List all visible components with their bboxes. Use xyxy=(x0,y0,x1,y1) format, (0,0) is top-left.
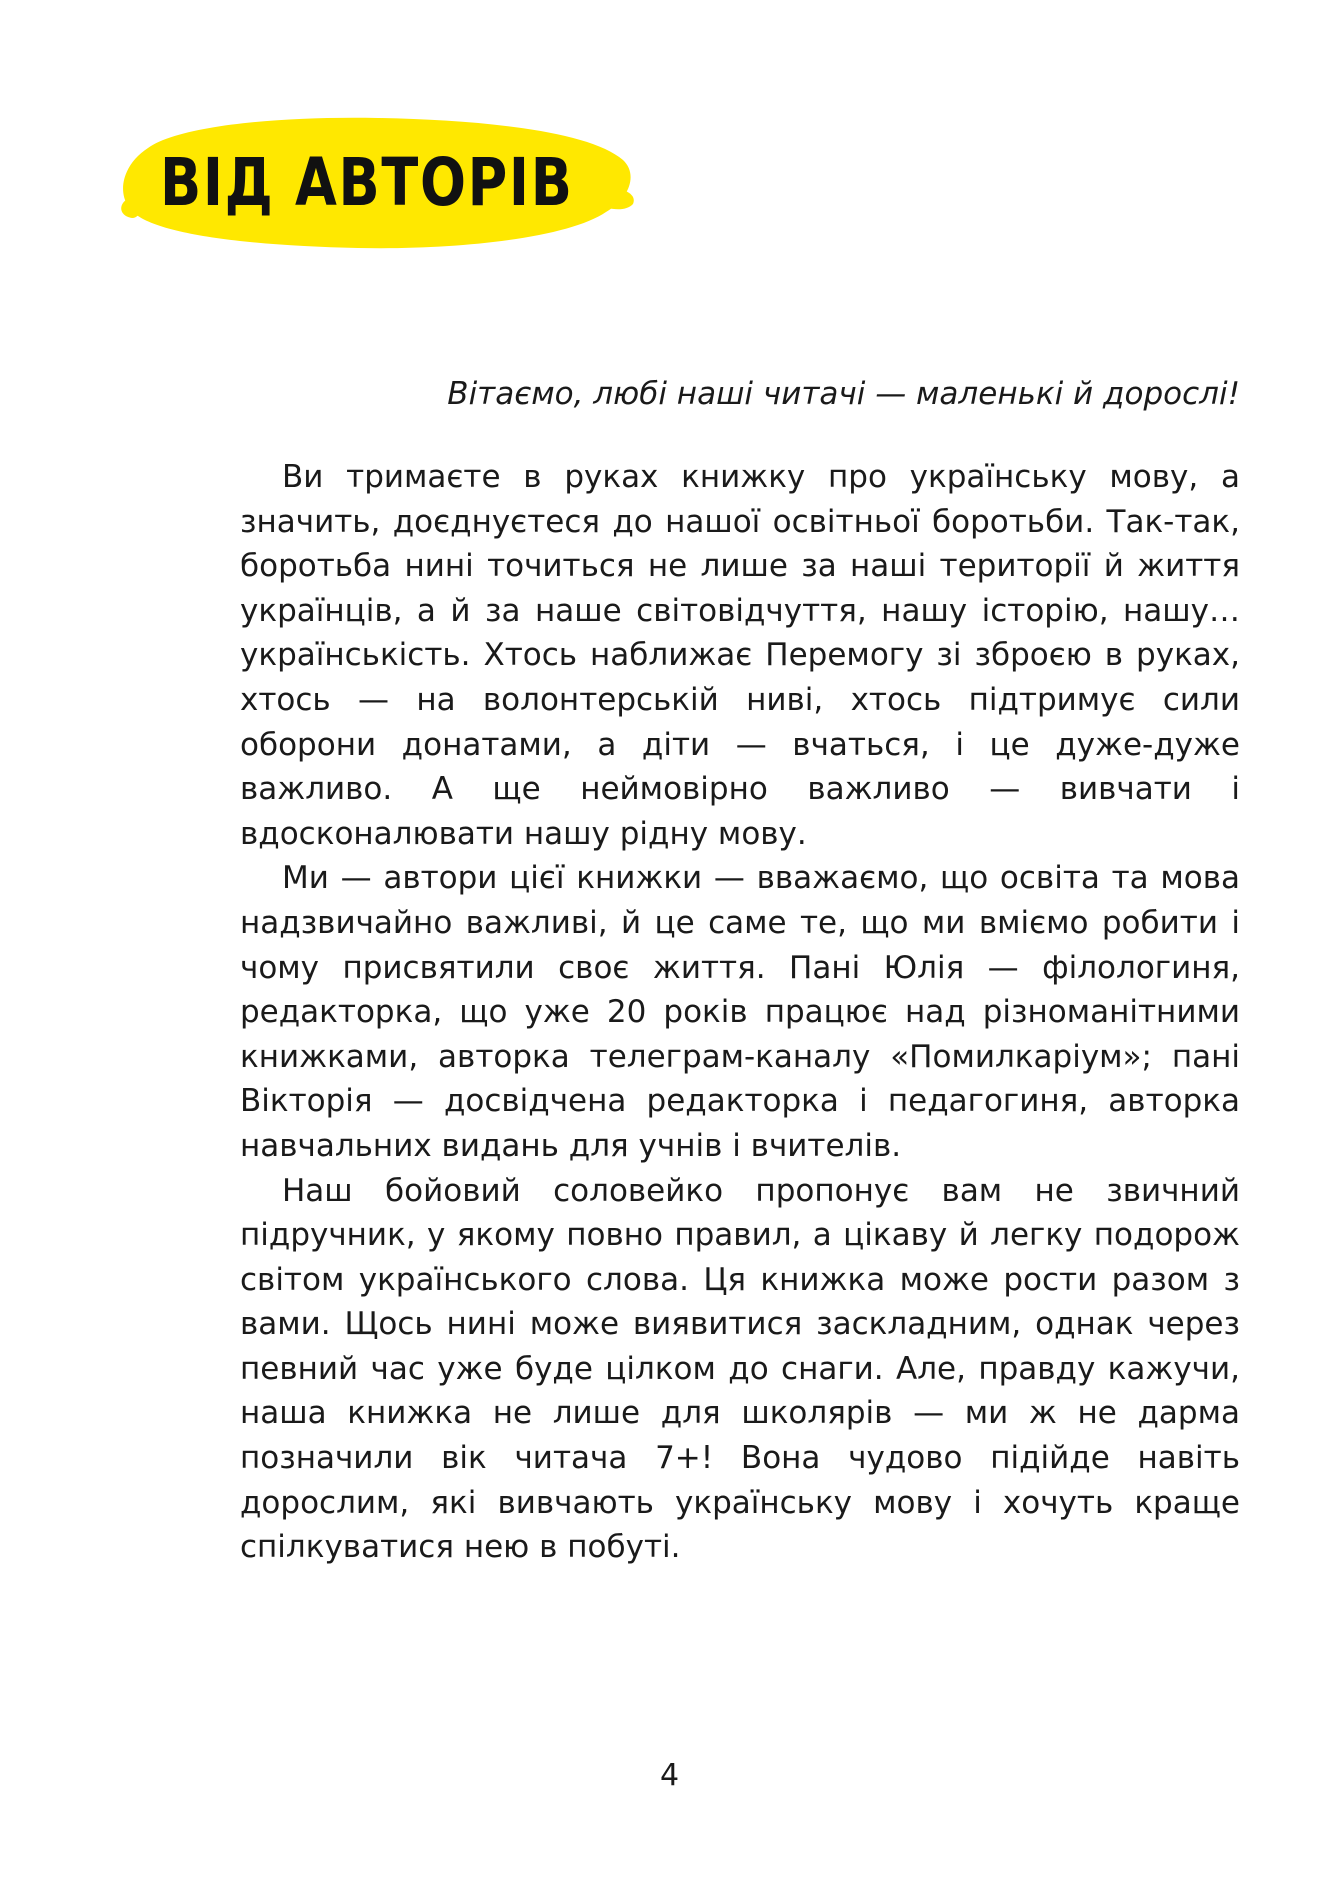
page-number: 4 xyxy=(659,1758,680,1793)
body-text xyxy=(240,455,1240,1570)
page-title: ВІД АВТОРІВ xyxy=(160,144,574,221)
paragraph-1: Ви тримаєте в руках книжку про українську мову, а значить, доєднуєтеся до нашої освітньої боротьби. Так-так, боротьба нині точиться не лише за наші території й життя українців, а й за наше світовідчуття, нашу історію, нашу… українськість. Хтось наближає Перемогу зі зброєю в руках, хтось — на волонтерській ниві, хтось підтримує сили оборони донатами, а діти — вчаться, і це дуже-дуже важливо. А ще неймовірно важливо — вивчати і вдосконалювати нашу рідну мову. xyxy=(240,459,1240,852)
paragraph-3: Наш бойовий соловейко пропонує вам не звичний підручник, у якому повно правил, а цікаву й легку подорож світом українського слова. Ця книжка може рости разом з вами. Щось нині може виявитися заскладним, однак через певний час уже буде цілком до снаги. Але, правду кажучи, наша книжка не лише для школярів — ми ж не дарма позначили вік читача 7+! Вона чудово підійде навіть дорослим, які вивчають українську мову і хочуть краще спілкуватися нею в побуті. xyxy=(240,1172,1240,1566)
section-heading xyxy=(118,108,638,258)
paragraph-2: Ми — автори цієї книжки — вважаємо, що освіта та мова надзвичайно важливі, й це саме те, що ми вміємо робити і чому присвятили своє життя. Пані Юлія — філологиня, редакторка, що уже 20 років працює над різноманітними книжками, авторка телеграм-каналу «Помилкаріум»; пані Вікторія — досвідчена редакторка і педагогиня, авторка навчальних видань для учнів і вчителів. xyxy=(240,860,1240,1164)
greeting-line: Вітаємо, любі наші читачі — маленькі й дорослі! xyxy=(447,376,1240,412)
